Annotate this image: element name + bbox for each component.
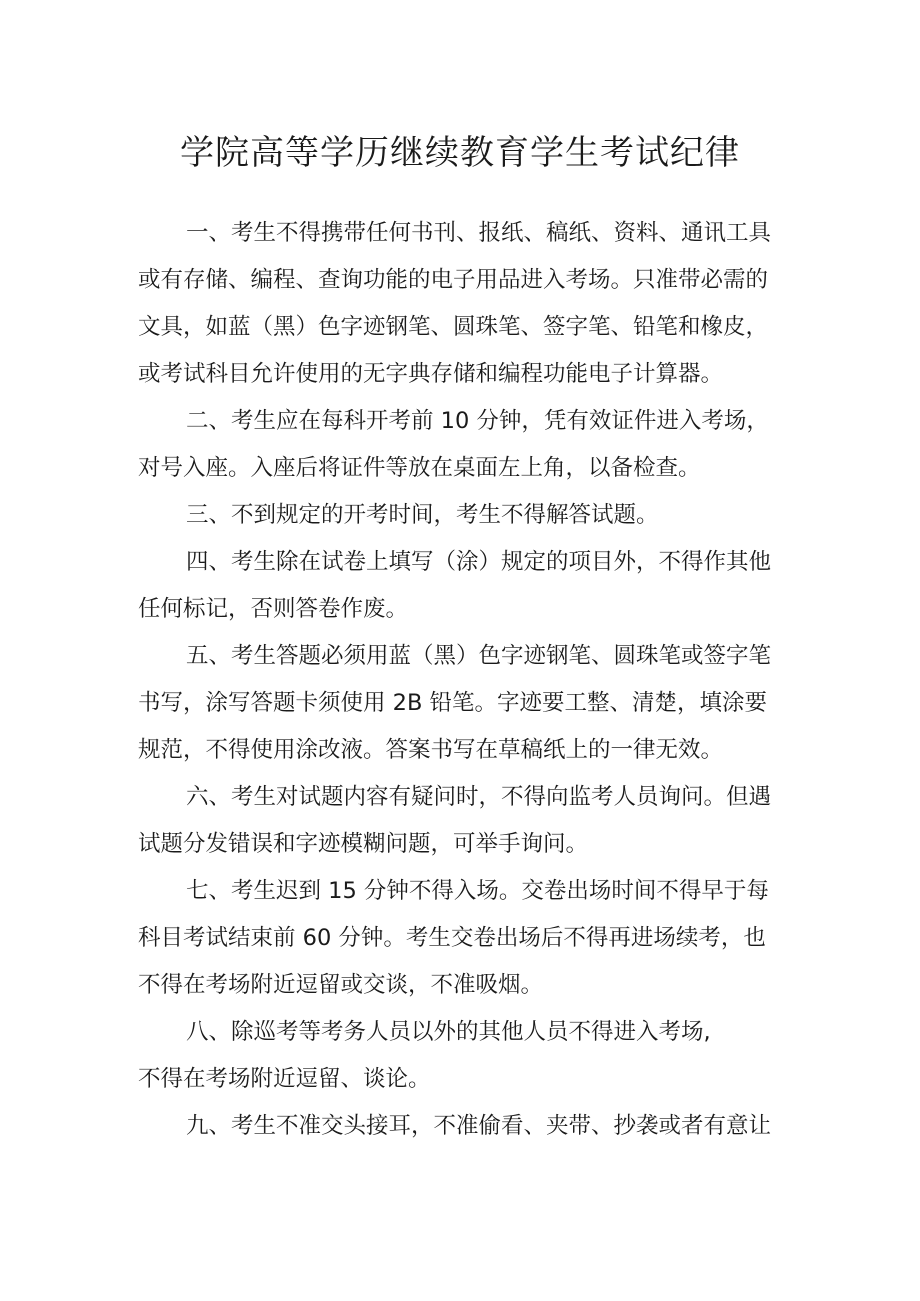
paragraph-line: 六、考生对试题内容有疑问时，不得向监考人员询问。但遇 bbox=[186, 784, 772, 810]
rule-paragraph-1 bbox=[138, 210, 788, 398]
rule-paragraph-5 bbox=[138, 633, 788, 774]
paragraph-line: 或考试科目允许使用的无字典存储和编程功能电子计算器。 bbox=[138, 361, 724, 387]
paragraph-line: 七、考生迟到 15 分钟不得入场。交卷出场时间不得早于每 bbox=[186, 878, 769, 904]
paragraph-line: 九、考生不准交头接耳，不准偷看、夹带、抄袭或者有意让 bbox=[186, 1113, 772, 1139]
document-body bbox=[138, 210, 788, 1150]
paragraph-line: 书写，涂写答题卡须使用 2B 铅笔。字迹要工整、清楚，填涂要 bbox=[138, 690, 768, 716]
rule-paragraph-2 bbox=[138, 398, 788, 492]
paragraph-line: 四、考生除在试卷上填写（涂）规定的项目外，不得作其他 bbox=[186, 549, 772, 575]
rule-paragraph-9 bbox=[138, 1103, 788, 1150]
paragraph-line: 文具，如蓝（黑）色字迹钢笔、圆珠笔、签字笔、铅笔和橡皮， bbox=[138, 314, 769, 340]
paragraph-line: 科目考试结束前 60 分钟。考生交卷出场后不得再进场续考，也 bbox=[138, 925, 766, 951]
paragraph-line: 一、考生不得携带任何书刊、报纸、稿纸、资料、通讯工具 bbox=[186, 220, 772, 246]
document-title: 学院高等学历继续教育学生考试纪律 bbox=[180, 133, 740, 173]
paragraph-line: 五、考生答题必须用蓝（黑）色字迹钢笔、圆珠笔或签字笔 bbox=[186, 643, 772, 669]
paragraph-line: 不得在考场附近逗留或交谈，不准吸烟。 bbox=[138, 972, 544, 998]
paragraph-line: 规范，不得使用涂改液。答案书写在草稿纸上的一律无效。 bbox=[138, 737, 724, 763]
paragraph-line: 对号入座。入座后将证件等放在桌面左上角，以备检查。 bbox=[138, 455, 701, 481]
paragraph-line: 试题分发错误和字迹模糊问题，可举手询问。 bbox=[138, 831, 589, 857]
paragraph-line: 任何标记，否则答卷作废。 bbox=[138, 596, 409, 622]
paragraph-line: 不得在考场附近逗留、谈论。 bbox=[138, 1066, 431, 1092]
rule-paragraph-7 bbox=[138, 868, 788, 1009]
paragraph-line: 八、除巡考等考务人员以外的其他人员不得进入考场, bbox=[186, 1019, 711, 1045]
paragraph-line: 二、考生应在每科开考前 10 分钟，凭有效证件进入考场， bbox=[186, 408, 769, 434]
paragraph-line: 三、不到规定的开考时间，考生不得解答试题。 bbox=[186, 502, 659, 528]
rule-paragraph-4 bbox=[138, 539, 788, 633]
paragraph-line: 或有存储、编程、查询功能的电子用品进入考场。只准带必需的 bbox=[138, 267, 769, 293]
rule-paragraph-8 bbox=[138, 1009, 788, 1103]
rule-paragraph-6 bbox=[138, 774, 788, 868]
rule-paragraph-3 bbox=[138, 492, 788, 539]
